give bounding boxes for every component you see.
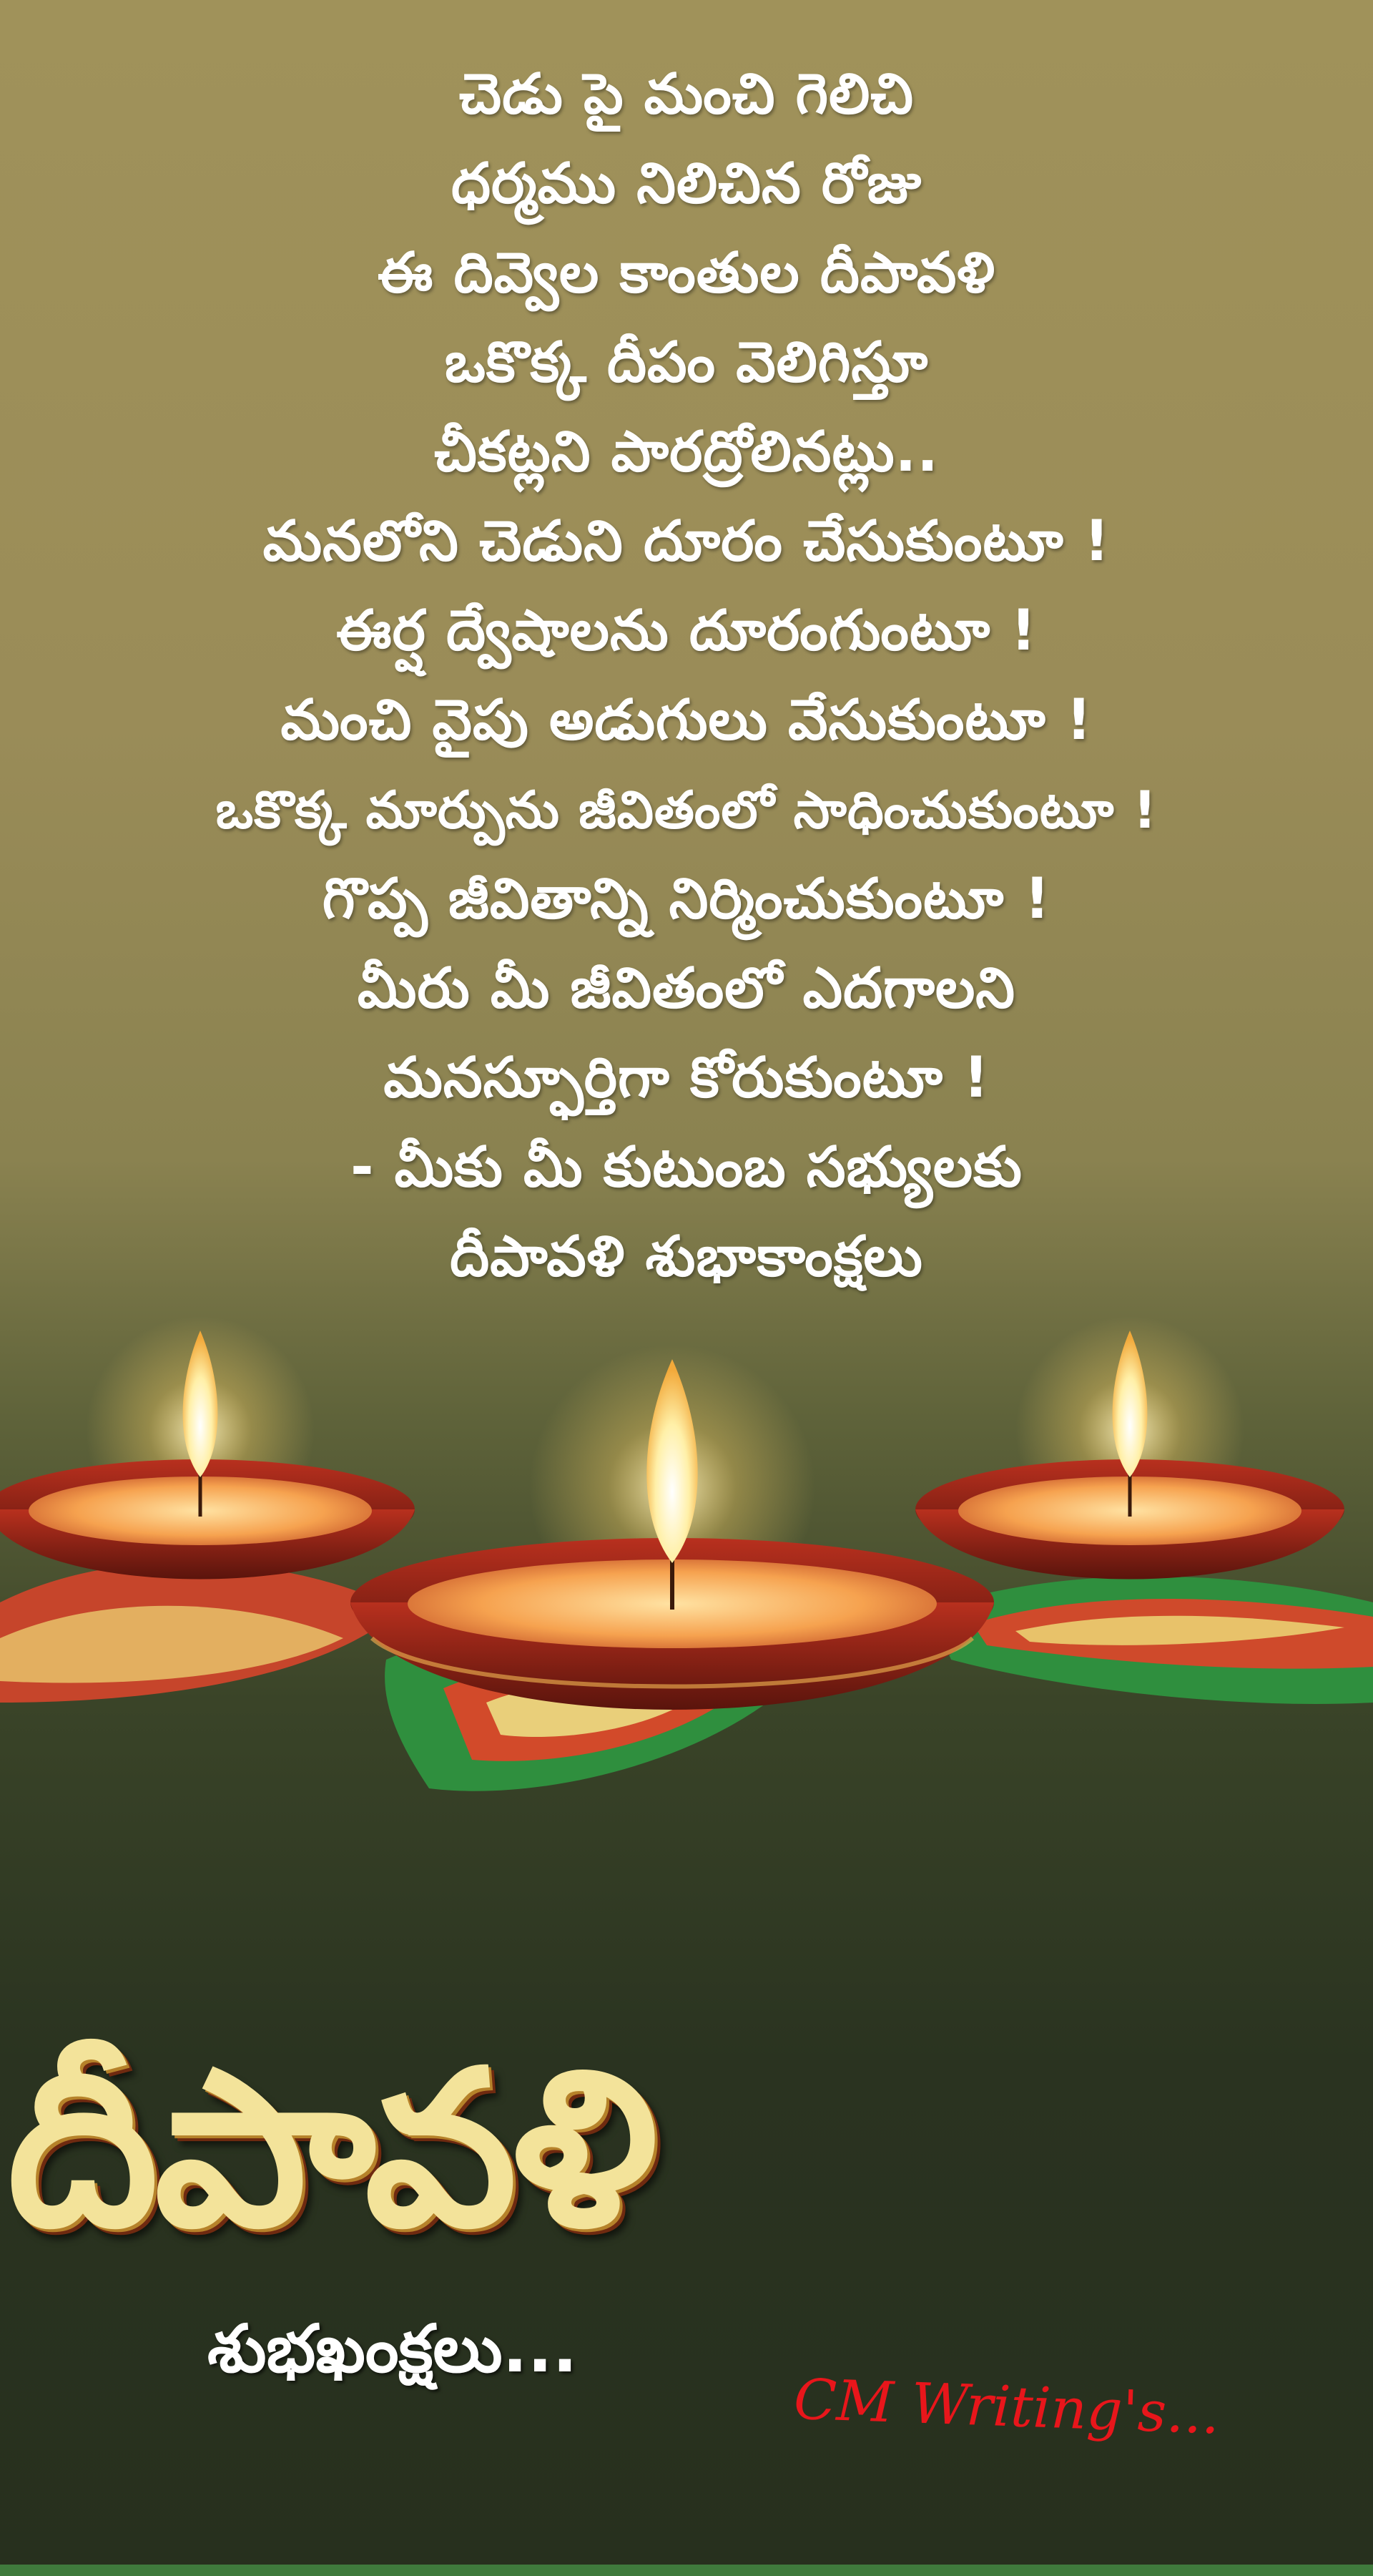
poem-line: - మీకు మీ కుటుంబ సభ్యులకు [350,1135,1023,1200]
festival-title: దీపావళి [7,2024,654,2274]
diya-lamp [350,1345,994,1710]
greetings-subtitle: శుభఖంక్షలు... [207,2311,578,2387]
bottom-border [0,2565,1373,2576]
poem-text [0,50,1373,1302]
poem-line: గొప్ప జీవితాన్ని నిర్మించుకుంటూ ! [322,867,1051,931]
poem-line: ఈ దివ్వెల కాంతుల దీపావళి [377,241,996,305]
poem-line: ధర్మము నిలిచిన రోజు [451,152,922,216]
diya-lamps-illustration [0,1302,1373,1874]
diya-lamp [0,1316,415,1580]
poem-line: మనస్ఫూర్తిగా కోరుకుంటూ ! [383,1046,990,1110]
poem-line: చెడు పై మంచి గెలిచి [458,62,915,127]
poem-line: మనలోని చెడుని దూరం చేసుకుంటూ ! [262,509,1111,574]
poem-line: ఒకొక్క దీపం వెలిగిస్తూ [444,330,929,395]
poem-line: ఒకొక్క మార్పును జీవితంలో సాధించుకుంటూ ! [215,780,1158,840]
diya-lamp [915,1316,1344,1580]
author-signature: CM Writing's... [792,2367,1221,2447]
poem-line: ఈర్ష ద్వేషాలను దూరంగుంటూ ! [336,599,1037,663]
poem-line: చీకట్లని పారద్రోలినట్లు.. [434,420,939,484]
poem-line: దీపావళి శుభాకాంక్షలు [450,1225,923,1289]
poem-line: మీరు మీ జీవితంలో ఎదగాలని [357,956,1016,1021]
poem-line: మంచి వైపు అడుగులు వేసుకుంటూ ! [280,688,1093,753]
